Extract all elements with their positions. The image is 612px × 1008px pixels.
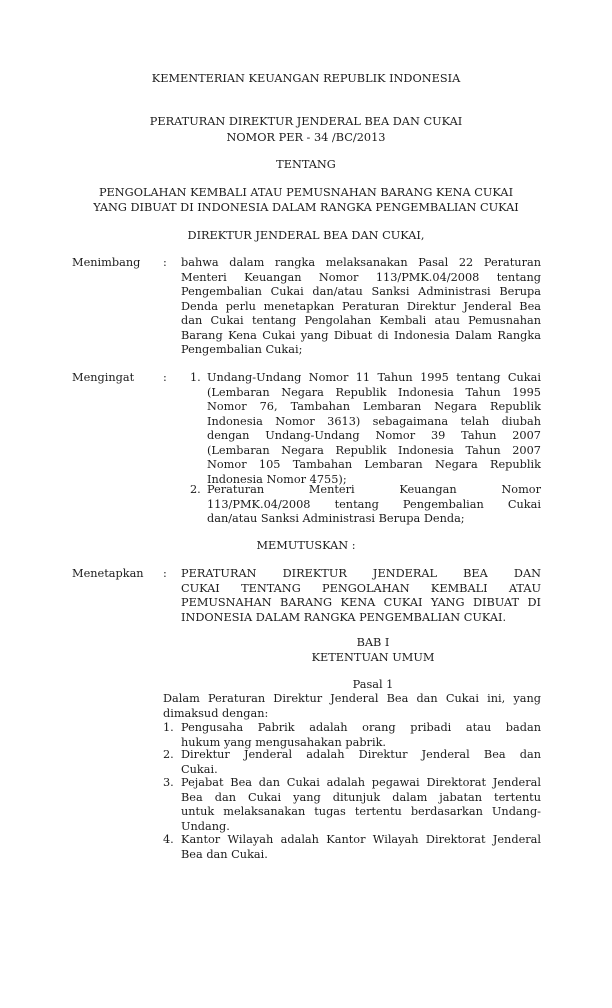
text-line: Pengembalian Cukai dan/atau Sanksi Administrasi Berupa [181,285,541,298]
text-line: Kantor Wilayah adalah Kantor Wilayah Direktorat Jenderal [181,833,541,846]
text-line: dan Cukai tentang Pengolahan Kembali atau Pemusnahan [181,314,541,327]
pasal-item-2-number: 2. [163,748,174,761]
text-line: Undang-Undang Nomor 11 Tahun 1995 tentang Cukai [207,371,541,384]
text-line: dimaksud dengan: [163,706,269,720]
text-line: dengan Undang-Undang Nomor 39 Tahun 2007 [207,429,541,442]
menimbang-colon: : [163,256,167,269]
pasal-title: Pasal 1 [352,678,394,691]
mengingat-item-1 [207,371,541,487]
text-line: Undang. [181,819,230,833]
pasal-item-3-number: 3. [163,776,174,789]
text-line: Bea dan Cukai. [181,847,268,861]
menimbang-label: Menimbang [72,256,141,269]
text-line: hukum yang mengusahakan pabrik. [181,735,387,749]
pasal-item-2 [181,748,541,777]
pasal-intro [163,692,541,721]
text-line: Barang Kena Cukai yang Dibuat di Indonesia Dalam Rangka [181,328,541,342]
menetapkan-paragraph [181,567,541,625]
regulation-title: PERATURAN DIREKTUR JENDERAL BEA DAN CUKAI [149,115,463,128]
menetapkan-colon: : [163,567,167,580]
text-line: Pengusaha Pabrik adalah orang pribadi atau badan [181,721,541,734]
text-line: Cukai. [181,762,218,776]
pasal-item-1 [181,721,541,750]
text-line: Pengembalian Cukai; [181,343,303,356]
text-line: dan/atau Sanksi Administrasi Berupa Denda; [207,512,465,525]
subject-line-1: PENGOLAHAN KEMBALI ATAU PEMUSNAHAN BARANG KENA CUKAI [98,186,514,199]
text-line: PERATURAN DIREKTUR JENDERAL BEA DAN [181,567,541,580]
mengingat-item-2 [207,483,541,527]
mengingat-label: Mengingat [72,371,135,384]
text-line: CUKAI TENTANG PENGOLAHAN KEMBALI ATAU [181,581,541,595]
subject-line-2: YANG DIBUAT DI INDONESIA DALAM RANGKA PENGEMBALIAN CUKAI [93,201,519,214]
bab-number: BAB I [356,636,390,649]
text-line: Pejabat Bea dan Cukai adalah pegawai Direktorat Jenderal [181,776,541,789]
issuer-heading: DIREKTUR JENDERAL BEA DAN CUKAI, [187,229,425,242]
text-line: Nomor 76, Tambahan Lembaran Negara Republik [207,400,541,413]
text-line: INDONESIA DALAM RANGKA PENGEMBALIAN CUKAI. [181,610,507,624]
pasal-item-4-number: 4. [163,833,174,846]
text-line: 113/PMK.04/2008 tentang Pengembalian Cukai [207,497,541,511]
text-line: Bea dan Cukai yang ditunjuk dalam jabatan tertentu [181,790,541,804]
menimbang-paragraph [181,256,541,358]
tentang-heading: TENTANG [276,158,336,171]
mengingat-item-2-number: 2. [190,483,201,496]
mengingat-item-1-number: 1. [190,371,201,384]
text-line: (Lembaran Negara Republik Indonesia Tahun 2007 [207,443,541,457]
pasal-item-4 [181,833,541,862]
text-line: Denda perlu menetapkan Peraturan Direktur Jenderal Bea [181,299,541,313]
ministry-heading: KEMENTERIAN KEUANGAN REPUBLIK INDONESIA [151,72,461,85]
text-line: untuk melaksanakan tugas tertentu berdasarkan Undang- [181,805,541,818]
memutuskan-wrapper [0,539,612,554]
text-line: Peraturan Menteri Keuangan Nomor [207,483,541,496]
text-line: PEMUSNAHAN BARANG KENA CUKAI YANG DIBUAT DI [181,596,541,609]
text-line: Indonesia Nomor 4755); [207,472,347,486]
text-line: Indonesia Nomor 3613) sebagaimana telah diubah [207,414,541,428]
pasal-item-3 [181,776,541,834]
text-line: Menteri Keuangan Nomor 113/PMK.04/2008 tentang [181,270,541,284]
pasal-item-1-number: 1. [163,721,174,734]
text-line: Direktur Jenderal adalah Direktur Jenderal Bea dan [181,748,541,761]
text-line: Nomor 105 Tambahan Lembaran Negara Republik [207,458,541,471]
bab-title: KETENTUAN UMUM [311,651,435,664]
text-line: bahwa dalam rangka melaksanakan Pasal 22 Peraturan [181,256,541,269]
menetapkan-label: Menetapkan [72,567,144,580]
regulation-number: NOMOR PER - 34 /BC/2013 [226,131,386,144]
mengingat-colon: : [163,371,167,384]
memutuskan-heading: MEMUTUSKAN : [256,539,356,552]
text-line: Dalam Peraturan Direktur Jenderal Bea dan Cukai ini, yang [163,692,541,705]
text-line: (Lembaran Negara Republik Indonesia Tahun 1995 [207,385,541,399]
